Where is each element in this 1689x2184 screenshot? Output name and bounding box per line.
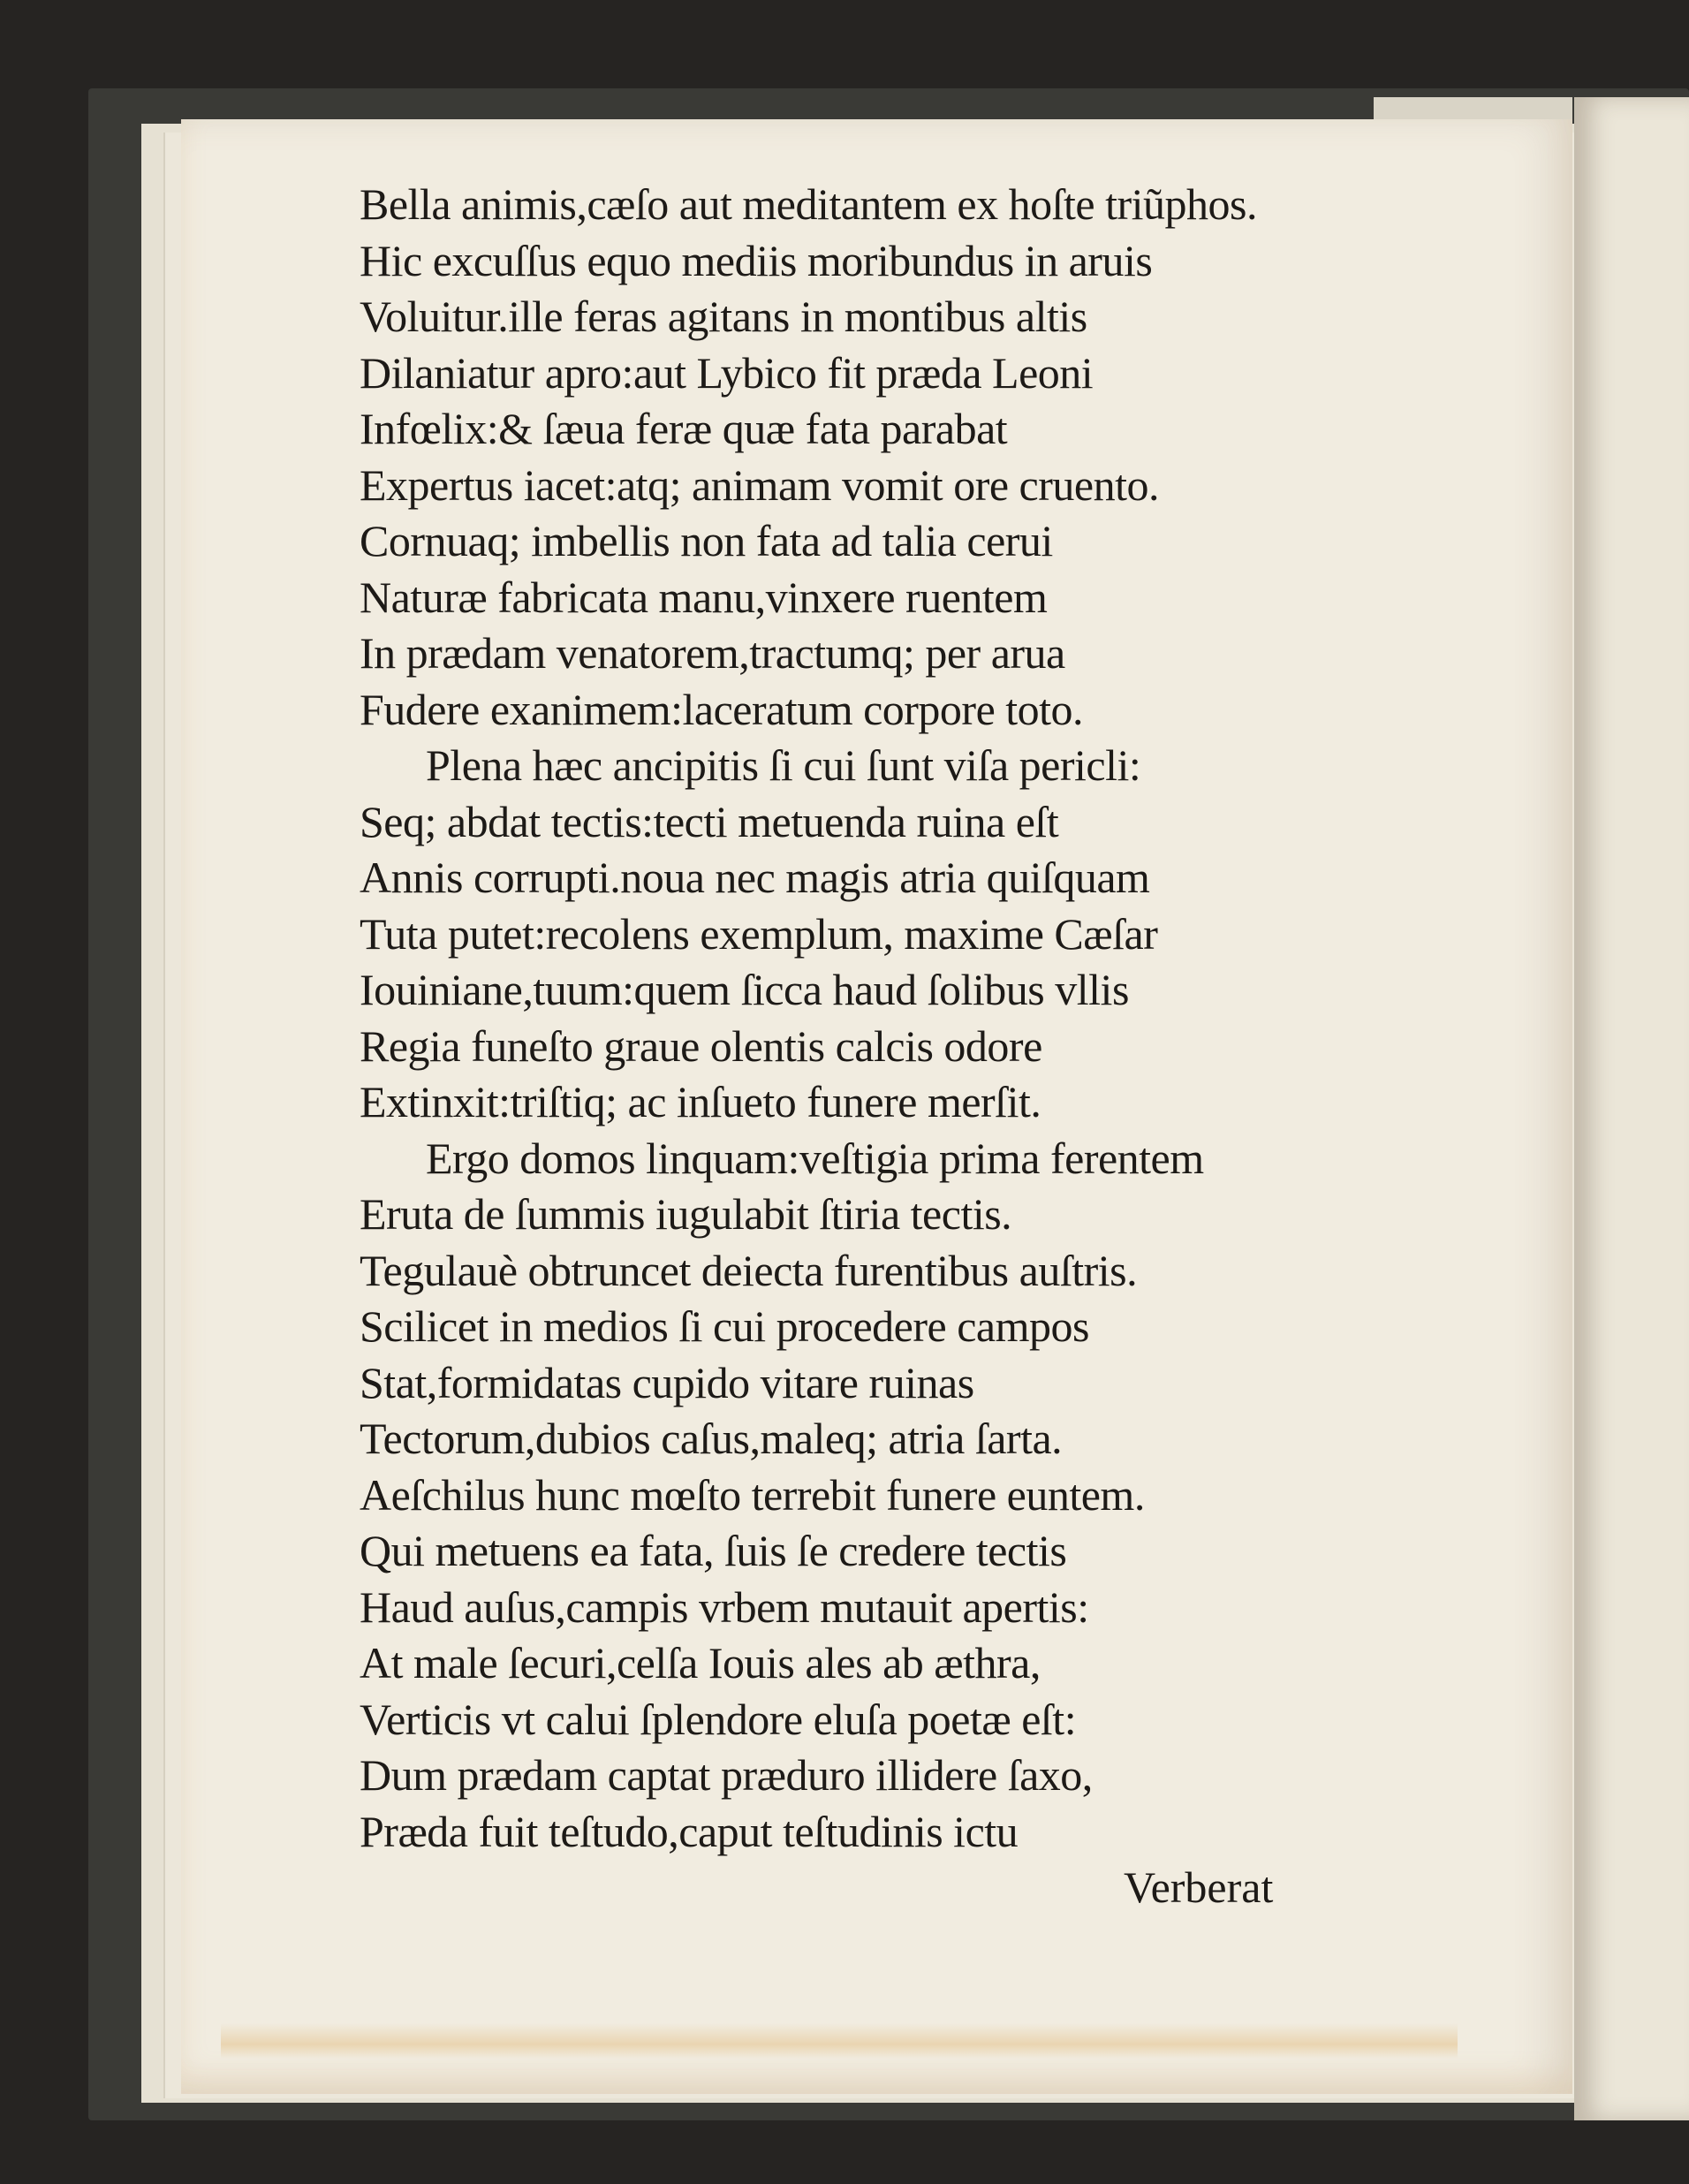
verse-line: Extinxit:triſtiq; ac inſueto funere merſit. — [360, 1077, 1041, 1126]
verse-line: Eruta de ſummis iugulabit ſtiria tectis. — [360, 1189, 1012, 1239]
verse-line: Aeſchilus hunc mœſto terrebit funere euntem. — [360, 1469, 1145, 1520]
verse-line: Annis corrupti.noua nec magis atria quiſquam — [360, 853, 1150, 902]
verse-line: Dum prædam captat præduro illidere ſaxo, — [360, 1750, 1093, 1800]
verse-line: Voluitur.ille feras agitans in montibus altis — [360, 292, 1087, 341]
verse-line: Iouiniane,tuum:quem ſicca haud ſolibus vllis — [360, 965, 1129, 1014]
verse-line: Plena hæc ancipitis ſi cui ſunt viſa pericli: — [426, 740, 1141, 790]
verse-line: In prædam venatorem,tractumq; per arua — [360, 628, 1065, 678]
verse-line: Tuta putet:recolens exemplum, maxime Cæſar — [360, 908, 1158, 959]
verse-line: Tegulauè obtruncet deiecta furentibus auſtris. — [360, 1245, 1138, 1295]
verse-line: Fudere exanimem:laceratum corpore toto. — [360, 684, 1084, 734]
verse-line: Naturæ fabricata manu,vinxere ruentem — [360, 572, 1048, 622]
poem-text-block — [360, 177, 1257, 1860]
verse-line: Stat,formidatas cupido vitare ruinas — [360, 1357, 974, 1407]
verse-line: Bella animis,cæſo aut meditantem ex hoſte triũphos. — [360, 179, 1257, 229]
verse-line: Verticis vt calui ſplendore eluſa poetæ eſt: — [360, 1694, 1077, 1744]
verse-line: Tectorum,dubios caſus,maleq; atria ſarta. — [360, 1414, 1063, 1463]
verse-line: Præda fuit teſtudo,caput teſtudinis ictu — [360, 1806, 1019, 1856]
catchword: Verberat — [1124, 1862, 1274, 1912]
verse-line: Regia funeſto graue olentis calcis odore — [360, 1020, 1042, 1071]
verse-line: Dilaniatur apro:aut Lybico fit præda Leoni — [360, 347, 1094, 398]
verse-line: Expertus iacet:atq; animam vomit ore cruento. — [360, 459, 1159, 510]
verse-line: Cornuaq; imbellis non fata ad talia cerui — [360, 516, 1053, 565]
verse-line: Qui metuens ea fata, ſuis ſe credere tectis — [360, 1526, 1067, 1575]
facing-page — [1574, 97, 1689, 2120]
page-edge — [1374, 97, 1572, 119]
verse-line: At male ſecuri,celſa Iouis ales ab æthra, — [360, 1638, 1041, 1687]
verse-line: Seq; abdat tectis:tecti metuenda ruina eſt — [360, 796, 1059, 846]
verse-line: Haud auſus,campis vrbem mutauit apertis: — [360, 1581, 1089, 1632]
verse-line: Hic excuſſus equo mediis moribundus in aruis — [360, 235, 1153, 285]
water-stain — [221, 2023, 1458, 2059]
verse-line: Scilicet in medios ſi cui procedere campos — [360, 1301, 1089, 1351]
verse-line: Ergo domos linquam:veſtigia prima ferentem — [426, 1133, 1204, 1183]
verse-line: Infœlix:& ſæua feræ quæ fata parabat — [360, 404, 1008, 453]
